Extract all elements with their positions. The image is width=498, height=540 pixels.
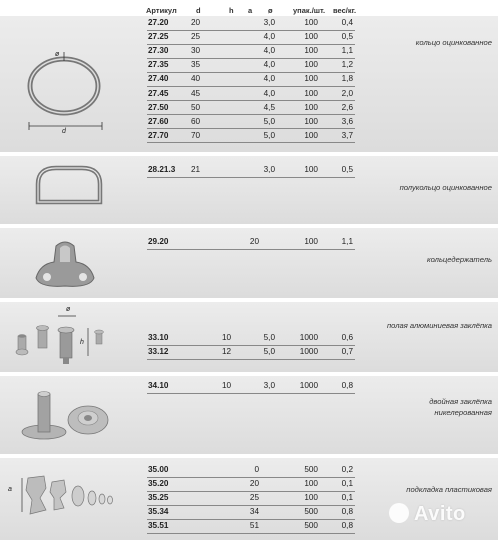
cell-d: 25 xyxy=(191,32,201,42)
row-divider xyxy=(147,505,355,506)
cell-o: 5,0 xyxy=(263,333,275,342)
cell-a: 25 xyxy=(249,493,259,503)
half-ring-illustration xyxy=(30,162,110,212)
cell-art: 28.21.3 xyxy=(148,165,176,174)
row-divider xyxy=(147,86,355,87)
cell-a: 51 xyxy=(249,521,259,531)
cell-ves: 0,4 xyxy=(341,18,353,27)
pad-a-label: a xyxy=(8,486,12,493)
row-divider xyxy=(147,128,355,129)
cell-ves: 0,7 xyxy=(341,347,353,357)
row-divider xyxy=(147,114,355,115)
cell-o: 4,0 xyxy=(263,74,275,84)
section-caption: кольцо оцинкованное xyxy=(415,38,492,47)
cell-art: 34.10 xyxy=(148,381,169,390)
cell-o: 3,0 xyxy=(263,165,275,174)
row-divider xyxy=(147,72,355,73)
cell-d: 30 xyxy=(191,46,201,56)
header-d: d xyxy=(196,6,201,15)
row-divider xyxy=(147,477,355,478)
cell-upak: 100 xyxy=(304,74,318,84)
cell-d: 70 xyxy=(191,130,201,140)
row-divider xyxy=(147,58,355,59)
cell-d: 40 xyxy=(191,74,201,84)
cell-ves: 0,5 xyxy=(341,32,353,42)
cell-d: 35 xyxy=(191,60,201,70)
cell-ves: 0,8 xyxy=(341,381,353,390)
cell-d: 45 xyxy=(191,88,201,98)
header-pack: упак./шт. xyxy=(293,6,326,15)
cell-ves: 1,1 xyxy=(341,46,353,56)
cell-upak: 1000 xyxy=(299,347,318,357)
row-divider xyxy=(147,30,355,31)
hollow-rivet-illustration xyxy=(10,306,120,368)
cell-o: 4,0 xyxy=(263,60,275,70)
header-article: Артикул xyxy=(146,6,177,15)
row-divider xyxy=(147,100,355,101)
cell-upak: 100 xyxy=(304,237,318,246)
cell-d: 60 xyxy=(191,116,201,126)
cell-art: 27.60 xyxy=(148,116,169,126)
cell-upak: 100 xyxy=(304,116,318,126)
rivet-diameter-label: ø xyxy=(66,306,71,313)
cell-h: 12 xyxy=(222,347,232,357)
cell-upak: 1000 xyxy=(299,381,318,390)
cell-art: 35.00 xyxy=(148,465,169,474)
section-caption: полая алюминиевая заклёпка xyxy=(386,321,492,330)
cell-a: 0 xyxy=(254,465,259,474)
cell-upak: 100 xyxy=(304,493,318,503)
cell-o: 5,0 xyxy=(263,130,275,140)
cell-ves: 0,5 xyxy=(341,165,353,174)
cell-o: 5,0 xyxy=(263,116,275,126)
header-a: a xyxy=(248,6,253,15)
cell-a: 34 xyxy=(249,507,259,517)
cell-o: 3,0 xyxy=(263,18,275,27)
cell-art: 35.20 xyxy=(148,479,169,489)
cell-upak: 100 xyxy=(304,18,318,27)
cell-ves: 3,7 xyxy=(341,130,353,140)
row-divider xyxy=(147,177,355,178)
header-weight: вес/кг. xyxy=(333,6,357,15)
cell-upak: 100 xyxy=(304,165,318,174)
cell-art: 27.30 xyxy=(148,46,169,56)
cell-art: 27.35 xyxy=(148,60,169,70)
cell-ves: 0,1 xyxy=(341,479,353,489)
ring-holder-illustration xyxy=(30,234,100,292)
section-caption: двойная заклёпка xyxy=(429,397,492,406)
cell-o: 5,0 xyxy=(263,347,275,357)
cell-ves: 0,8 xyxy=(341,507,353,517)
cell-art: 33.12 xyxy=(148,347,169,357)
cell-d: 21 xyxy=(191,165,201,174)
cell-h: 10 xyxy=(222,333,232,342)
row-divider xyxy=(147,359,355,360)
cell-ves: 1,8 xyxy=(341,74,353,84)
cell-upak: 500 xyxy=(304,465,318,474)
cell-o: 4,0 xyxy=(263,88,275,98)
cell-upak: 500 xyxy=(304,507,318,517)
ring-illustration xyxy=(14,46,124,146)
section-caption: никелерованная xyxy=(434,408,492,417)
cell-upak: 100 xyxy=(304,130,318,140)
cell-art: 29.20 xyxy=(148,237,169,246)
cell-ves: 1,2 xyxy=(341,60,353,70)
section-caption: кольцедержатель xyxy=(427,255,492,264)
cell-upak: 100 xyxy=(304,60,318,70)
cell-art: 27.45 xyxy=(148,88,169,98)
cell-o: 4,0 xyxy=(263,32,275,42)
cell-upak: 100 xyxy=(304,102,318,112)
cell-ves: 2,0 xyxy=(341,88,353,98)
row-divider xyxy=(147,345,355,346)
header-diameter: ø xyxy=(268,6,273,15)
row-divider xyxy=(147,519,355,520)
row-divider xyxy=(147,491,355,492)
header-h: h xyxy=(229,6,234,15)
section-caption: полукольцо оцинкованное xyxy=(399,183,492,192)
row-divider xyxy=(147,249,355,250)
cell-h: 10 xyxy=(222,381,232,390)
cell-ves: 3,6 xyxy=(341,116,353,126)
avito-watermark: Avito xyxy=(414,503,466,525)
cell-ves: 1,1 xyxy=(341,237,353,246)
cell-ves: 0,8 xyxy=(341,521,353,531)
cell-art: 27.25 xyxy=(148,32,169,42)
cell-ves: 0,1 xyxy=(341,493,353,503)
cell-a: 20 xyxy=(249,479,259,489)
section-caption: подкладка пластиковая xyxy=(406,485,492,494)
cell-o: 4,5 xyxy=(263,102,275,112)
cell-upak: 100 xyxy=(304,32,318,42)
cell-art: 27.20 xyxy=(148,18,169,27)
cell-art: 35.51 xyxy=(148,521,169,531)
cell-ves: 2,6 xyxy=(341,102,353,112)
row-divider xyxy=(147,142,355,143)
rivet-h-label: h xyxy=(80,339,84,346)
row-divider xyxy=(147,533,355,534)
cell-upak: 100 xyxy=(304,88,318,98)
ring-d-label: d xyxy=(62,128,66,135)
ring-diameter-label: ø xyxy=(55,51,60,58)
cell-ves: 0,6 xyxy=(341,333,353,342)
cell-upak: 1000 xyxy=(299,333,318,342)
row-divider xyxy=(147,393,355,394)
cell-art: 35.25 xyxy=(148,493,169,503)
cell-art: 35.34 xyxy=(148,507,169,517)
cell-o: 3,0 xyxy=(263,381,275,390)
double-rivet-illustration xyxy=(14,382,124,448)
cell-d: 20 xyxy=(191,18,201,27)
avito-logo-icon xyxy=(389,503,409,523)
cell-art: 27.50 xyxy=(148,102,169,112)
cell-art: 27.70 xyxy=(148,130,169,140)
cell-upak: 500 xyxy=(304,521,318,531)
cell-upak: 100 xyxy=(304,479,318,489)
cell-d: 50 xyxy=(191,102,201,112)
row-divider xyxy=(147,44,355,45)
cell-art: 27.40 xyxy=(148,74,169,84)
cell-upak: 100 xyxy=(304,46,318,56)
cell-ves: 0,2 xyxy=(341,465,353,474)
plastic-pad-illustration xyxy=(6,470,126,530)
cell-art: 33.10 xyxy=(148,333,169,342)
cell-o: 4,0 xyxy=(263,46,275,56)
cell-a: 20 xyxy=(249,237,259,246)
